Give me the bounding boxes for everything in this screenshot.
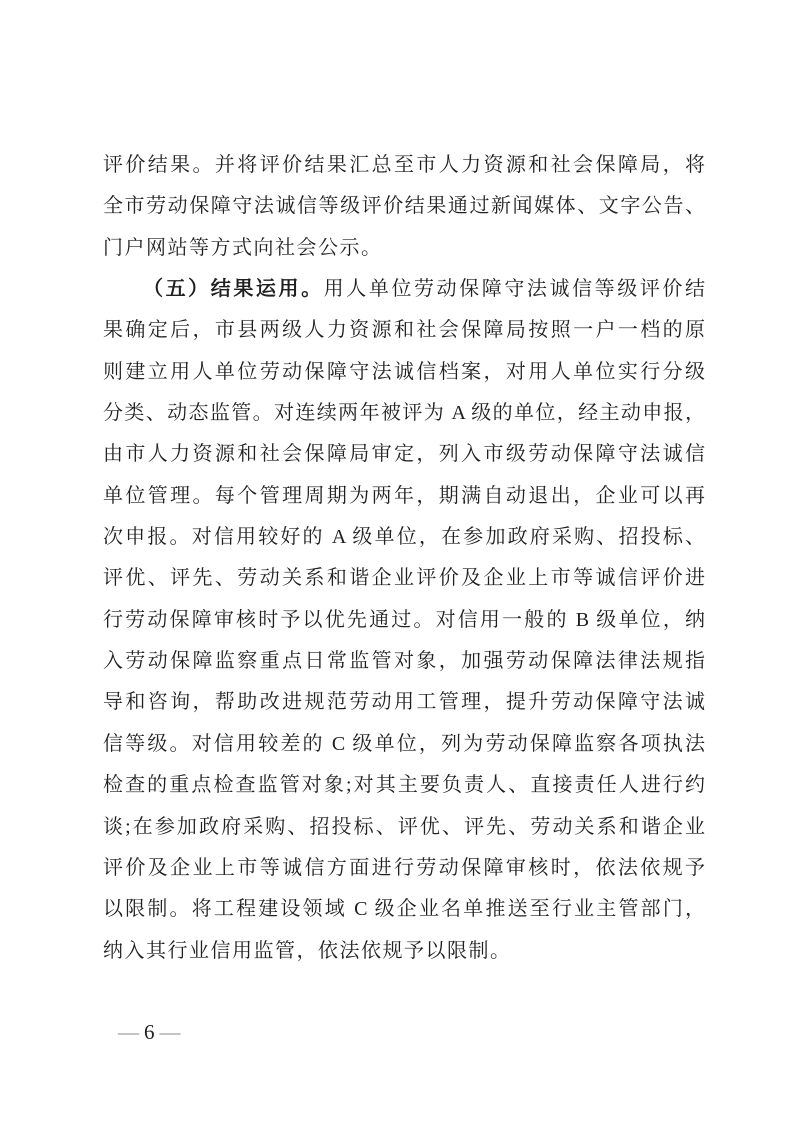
text-line: 分类、动态监管。对连续两年被评为 A 级的单位，经主动申报， bbox=[103, 402, 705, 425]
text-line: 谈;在参加政府采购、招投标、评优、评先、劳动关系和谐企业 bbox=[103, 815, 705, 838]
text-line: 行劳动保障审核时予以优先通过。对信用一般的 B 级单位，纳 bbox=[103, 608, 705, 631]
text-line: 纳入其行业信用监管，依法依规予以限制。 bbox=[103, 939, 512, 962]
text-line: 由市人力资源和社会保障局审定，列入市级劳动保障守法诚信 bbox=[103, 443, 705, 466]
text-line: 评价结果。并将评价结果汇总至市人力资源和社会保障局，将 bbox=[103, 154, 705, 176]
text-line: 次申报。对信用较好的 A 级单位，在参加政府采购、招投标、 bbox=[103, 526, 705, 549]
text-line: 评优、评先、劳动关系和谐企业评价及企业上市等诚信评价进 bbox=[103, 567, 705, 590]
text-line: （五）结果运用。用人单位劳动保障守法诚信等级评价结 bbox=[143, 278, 706, 301]
text-line: 导和咨询，帮助改进规范劳动用工管理，提升劳动保障守法诚 bbox=[103, 691, 705, 714]
text-line: 入劳动保障监察重点日常监管对象，加强劳动保障法律法规指 bbox=[103, 650, 705, 673]
footer-left-dash: — bbox=[118, 1020, 139, 1044]
page-footer bbox=[118, 1017, 181, 1047]
page-number: 6 bbox=[144, 1020, 155, 1044]
text-line: 信等级。对信用较差的 C 级单位，列为劳动保障监察各项执法 bbox=[103, 732, 705, 755]
text-line: 果确定后，市县两级人力资源和社会保障局按照一户一档的原 bbox=[103, 319, 705, 342]
text-line: 以限制。将工程建设领域 C 级企业名单推送至行业主管部门， bbox=[103, 898, 705, 921]
text-line: 单位管理。每个管理周期为两年，期满自动退出，企业可以再 bbox=[103, 484, 705, 507]
text-line: 则建立用人单位劳动保障守法诚信档案，对用人单位实行分级 bbox=[103, 360, 705, 383]
text-line: 评价及企业上市等诚信方面进行劳动保障审核时，依法依规予 bbox=[103, 856, 705, 879]
text-line: 全市劳动保障守法诚信等级评价结果通过新闻媒体、文字公告、 bbox=[103, 195, 705, 218]
footer-right-dash: — bbox=[159, 1020, 181, 1044]
paragraph-heading: （五）结果运用。 bbox=[143, 278, 324, 301]
document-body-text bbox=[103, 145, 705, 972]
text-line: 检查的重点检查监管对象;对其主要负责人、直接责任人进行约 bbox=[103, 774, 705, 797]
text-line: 门户网站等方式向社会公示。 bbox=[103, 236, 383, 259]
